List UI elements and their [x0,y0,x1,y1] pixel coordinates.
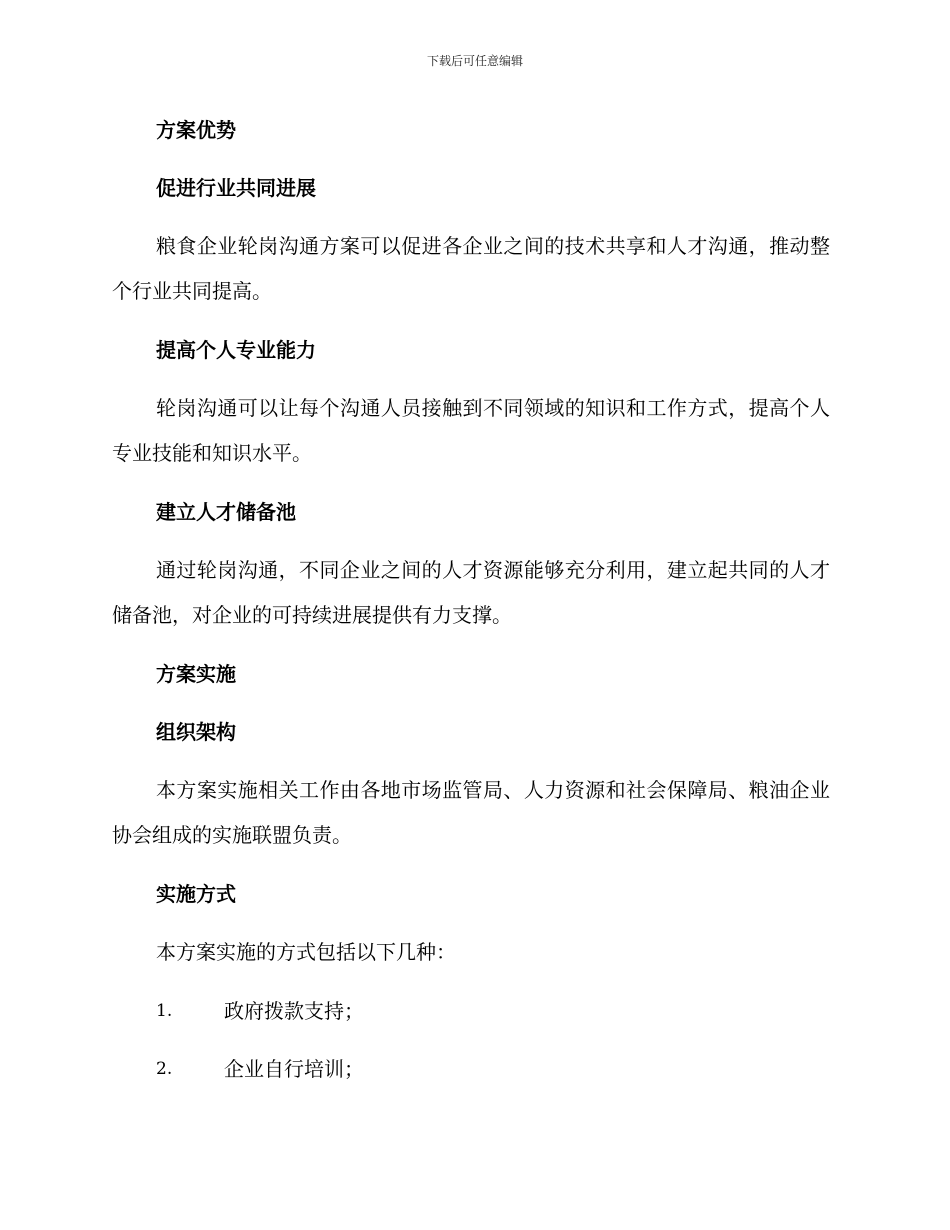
list-text: 企业自行培训； [224,1057,364,1081]
heading-talent-pool: 建立人才储备池 [156,500,296,524]
heading-organization: 组织架构 [156,720,236,744]
heading-implementation: 方案实施 [156,662,236,686]
paragraph-personal-ability: 轮岗沟通可以让每个沟通人员接触到不同领域的知识和工作方式，提高个人专业技能和知识水平。 [112,396,830,465]
paragraph-talent-pool: 通过轮岗沟通，不同企业之间的人才资源能够充分利用，建立起共同的人才储备池，对企业的可持续进展提供有力支撑。 [112,558,830,627]
document-body [112,108,830,1105]
heading-industry-progress: 促进行业共同进展 [156,176,316,200]
paragraph-methods: 本方案实施的方式包括以下几种： [156,940,456,964]
paragraph-organization: 本方案实施相关工作由各地市场监管局、人力资源和社会保障局、粮油企业协会组成的实施联盟负责。 [112,778,830,847]
list-item [112,1047,830,1091]
heading-methods: 实施方式 [156,882,236,906]
list-number: 1. [156,1001,173,1021]
heading-personal-ability: 提高个人专业能力 [156,338,316,362]
list-text: 政府拨款支持； [224,999,364,1023]
header-note: 下载后可任意编辑 [426,54,523,68]
list-number: 2. [156,1059,173,1079]
heading-advantages: 方案优势 [156,118,236,142]
list-item [112,989,830,1033]
paragraph-industry-progress: 粮食企业轮岗沟通方案可以促进各企业之间的技术共享和人才沟通，推动整个行业共同提高。 [112,234,830,303]
